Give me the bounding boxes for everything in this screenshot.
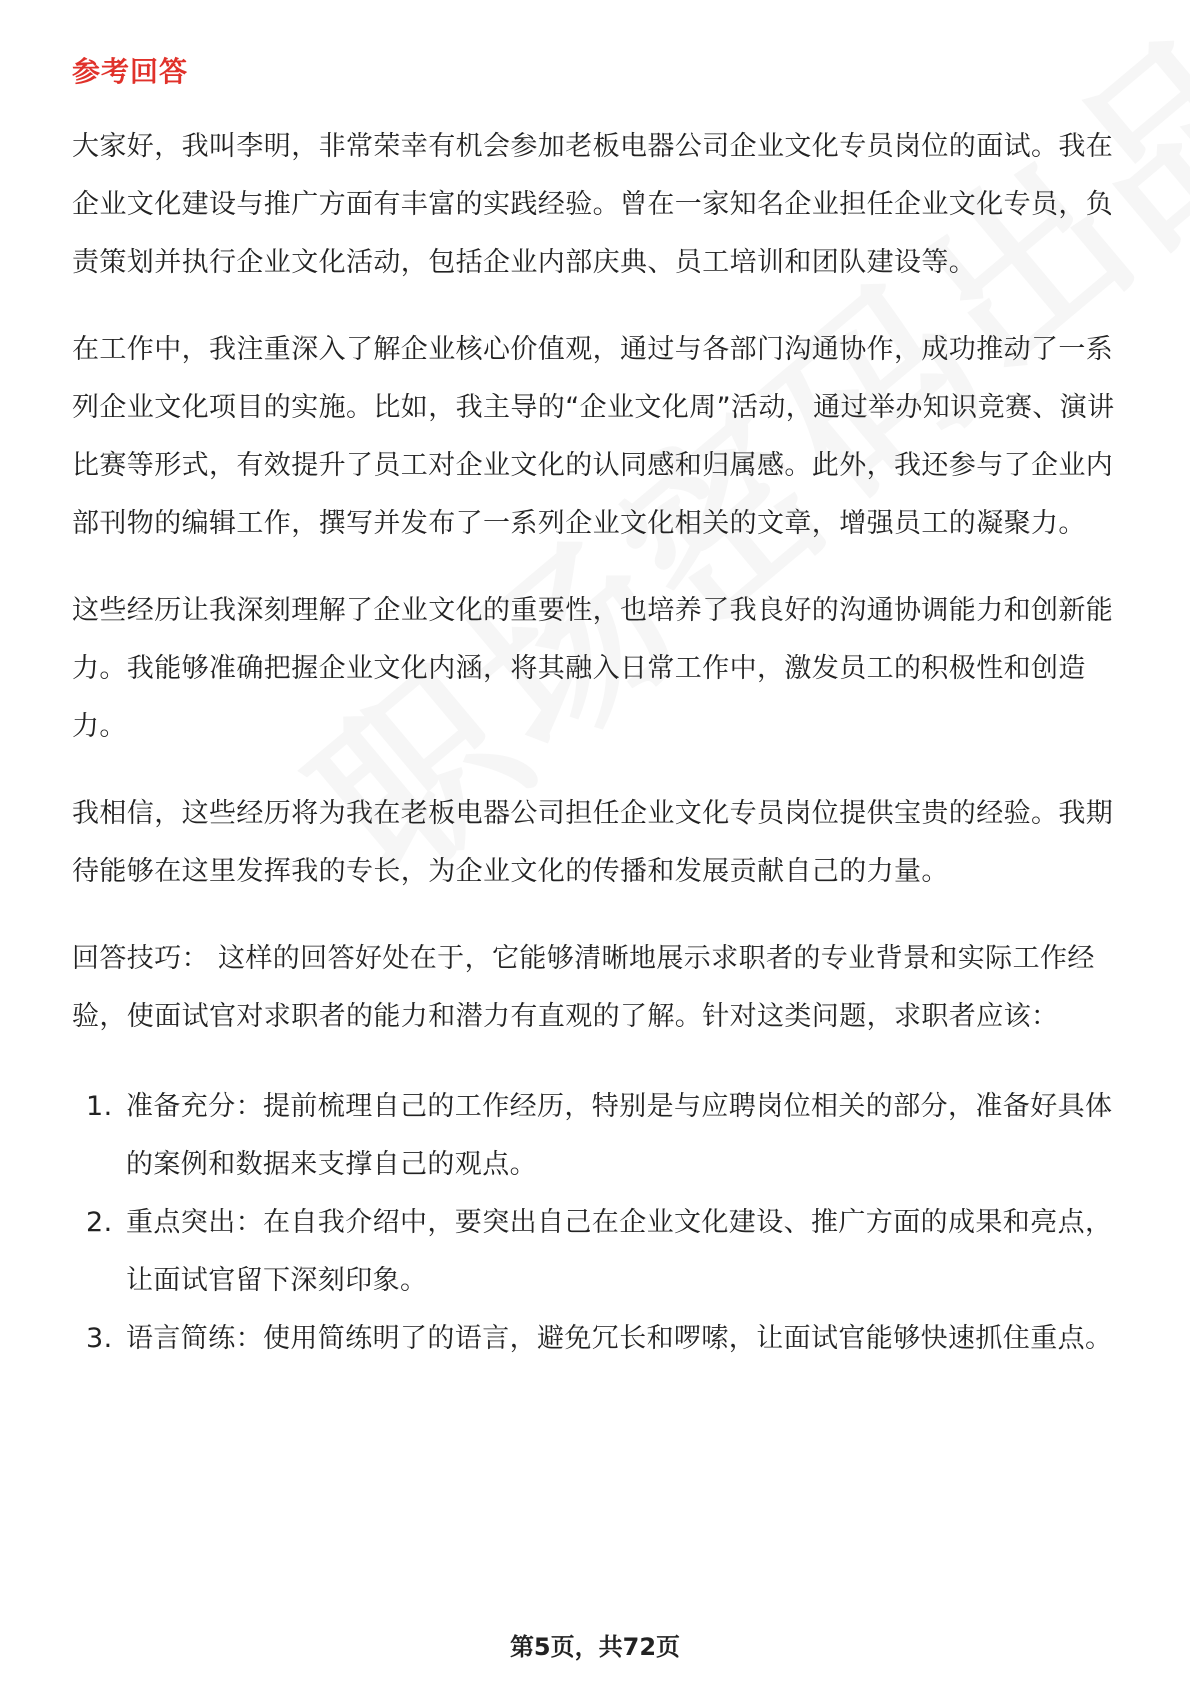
paragraph-intro: 大家好，我叫李明，非常荣幸有机会参加老板电器公司企业文化专员岗位的面试。我在企业文化建设与推广方面有丰富的实践经验。曾在一家知名企业担任企业文化专员，负责策划并执行企业文化活动，包括企业内部庆典、员工培训和团队建设等。 <box>72 131 1114 278</box>
list-item-number: 3. <box>86 1323 113 1354</box>
list-item-text: 语言简练：使用简练明了的语言，避免冗长和啰嗦，让面试官能够快速抓住重点。 <box>126 1323 1113 1354</box>
paragraph-conclusion: 我相信，这些经历将为我在老板电器公司担任企业文化专员岗位提供宝贵的经验。我期待能够在这里发挥我的专长，为企业文化的传播和发展贡献自己的力量。 <box>72 798 1114 887</box>
page-number: 第5页，共72页 <box>509 1633 681 1661</box>
list-item-number: 2. <box>86 1207 113 1238</box>
tips-list <box>72 1078 1122 1368</box>
list-item-number: 1. <box>86 1091 113 1122</box>
list-item <box>72 1194 1122 1310</box>
list-item <box>72 1310 1122 1368</box>
list-item-text: 准备充分：提前梳理自己的工作经历，特别是与应聘岗位相关的部分，准备好具体的案例和数据来支撑自己的观点。 <box>126 1091 1113 1180</box>
answer-content <box>72 118 1122 1368</box>
section-heading: 参考回答 <box>72 55 189 88</box>
list-item <box>72 1078 1122 1194</box>
paragraph-work-experience: 在工作中，我注重深入了解企业核心价值观，通过与各部门沟通协作，成功推动了一系列企业文化项目的实施。比如，我主导的“企业文化周”活动，通过举办知识竞赛、演讲比赛等形式，有效提升了员工对企业文化的认同感和归属感。此外，我还参与了企业内部刊物的编辑工作，撰写并发布了一系列企业文化相关的文章，增强员工的凝聚力。 <box>72 334 1115 539</box>
answer-tips: 回答技巧： 这样的回答好处在于，它能够清晰地展示求职者的专业背景和实际工作经验，使面试官对求职者的能力和潜力有直观的了解。针对这类问题，求职者应该： <box>72 943 1095 1032</box>
list-item-text: 重点突出：在自我介绍中，要突出自己在企业文化建设、推广方面的成果和亮点，让面试官留下深刻印象。 <box>126 1207 1113 1296</box>
paragraph-abilities: 这些经历让我深刻理解了企业文化的重要性，也培养了我良好的沟通协调能力和创新能力。我能够准确把握企业文化内涵，将其融入日常工作中，激发员工的积极性和创造力。 <box>72 595 1114 742</box>
